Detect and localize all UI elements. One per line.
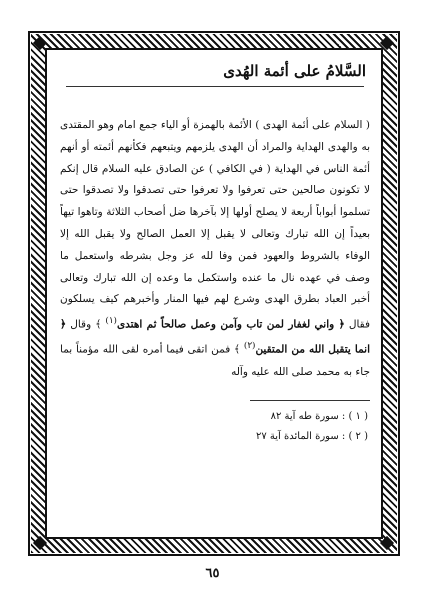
quran-quote-2: ﴿ انما يتقبل الله من المتقين [60,318,370,356]
quran-quote-1: ﴿ واني لغفار لمن تاب وآمن وعمل صالحاً ثم اهتدى [116,318,345,331]
page-number: ٦٥ [205,566,220,581]
footnote-1: ( ١ ) : سورة طه آية ٨٢ [270,410,368,422]
body-text-part-2: ﴾ وقال [70,318,102,331]
title-divider [66,86,364,87]
section-title: السَّلامُ على أئمة الهُدى [223,62,366,80]
footnotes [56,407,374,447]
footnote-divider [250,400,370,401]
body-paragraph [56,115,374,384]
footnote-2: ( ٢ ) : سورة المائدة آية ٢٧ [255,430,368,442]
body-text-part-1: ( السلام على أئمة الهدى ) الأئمة بالهمزة أو الياء جمع امام وهو المقتدى به والهدى الهداية والمراد أن الهدى يلزمهم ويتبعهم فكأنهم أئمته أو أنهم أئمة الناس في الهداية ( في الكافي ) عن الصادق عليه السلام قال إنكم لا تكونون صالحين حتى تعرفوا ولا تعرفوا حتى تصدقوا ولا تصدقوا حتى تسلموا أبواباً أربعة لا يصلح أولها إلا بآخرها ضل أصحاب الثلاثة وتاهوا تيهاً بعيداً إن الله تبارك وتعالى لا يقبل إلا العمل الصالح ولا يقبل الله إلا الوفاء بالشروط والعهود فمن وفا لله عز وجل بشرطه واستعمل ما وصف في عهده نال ما عنده واستكمل ما وعده إن الله تبارك وتعالى أخبر العباد بطرق الهدى وشرع لهم فيها المنار وأخبرهم كيف يسلكون فقال [60,119,370,331]
body-text-part-3: ﴾ فمن اتقى فيما أمره لقى الله مؤمناً بما جاء به محمد صلى الله عليه وآله [60,343,370,378]
footnote-ref-2: (٢) [243,341,256,352]
footnote-ref-1: (١) [105,316,117,327]
page-content [56,60,374,530]
